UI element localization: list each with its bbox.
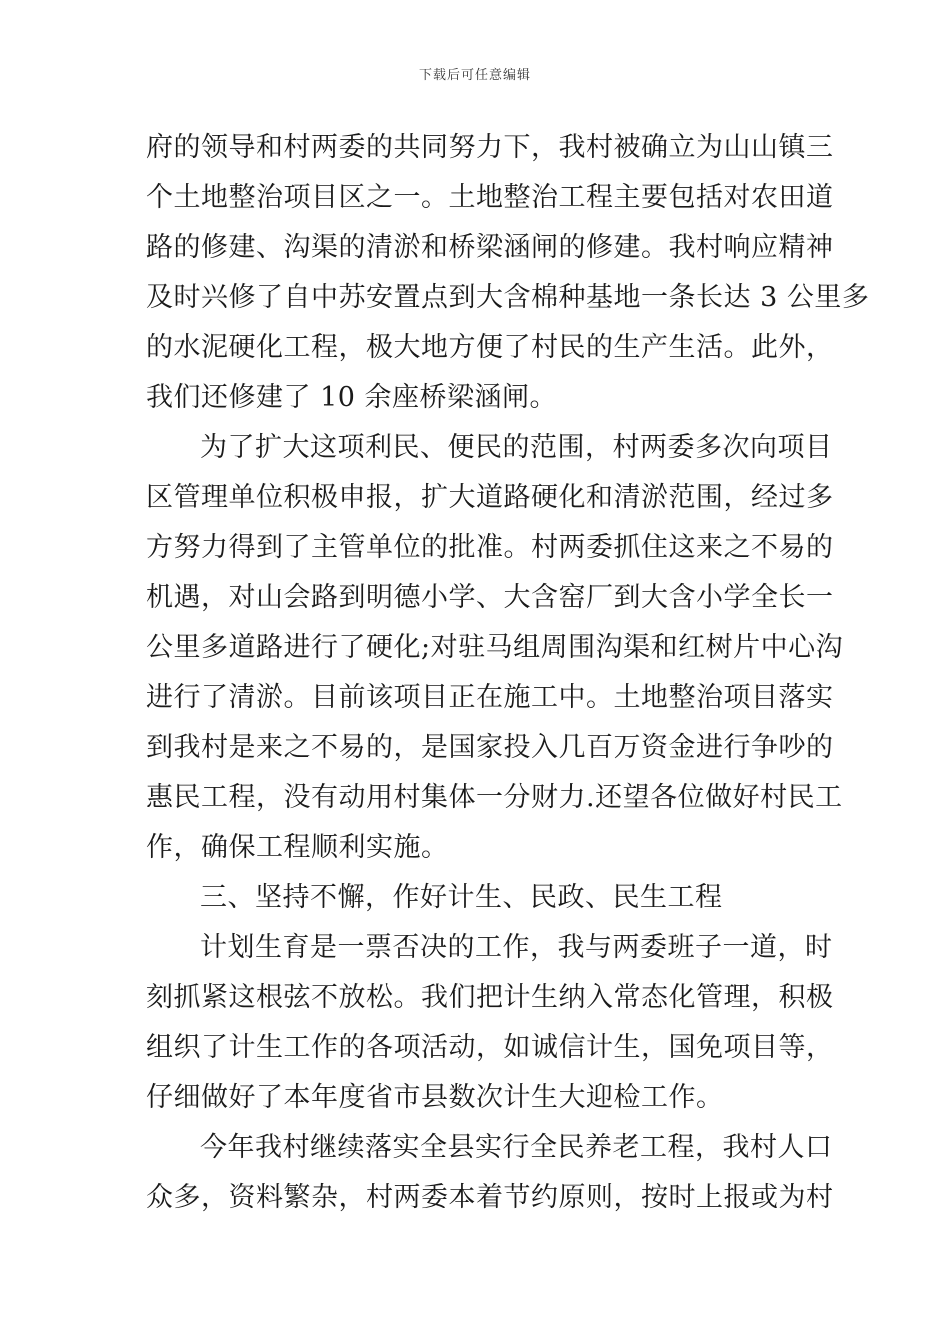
header-note: 下载后可任意编辑 [418,68,531,83]
text-line-7: 为了扩大这项利民、便民的范围，村两委多次向项目 [200,432,833,463]
text-line-21: 今年我村继续落实全县实行全民养老工程，我村人口 [200,1132,833,1163]
text-line-1: 府的领导和村两委的共同努力下，我村被确立为山山镇三 [146,132,834,163]
text-line-8: 区管理单位积极申报，扩大道路硬化和清淤范围，经过多 [146,482,834,513]
text-line-4: 及时兴修了自中苏安置点到大含棉种基地一条长达 3 公里多 [146,282,870,313]
text-line-14: 惠民工程，没有动用村集体一分财力.还望各位做好村民工 [146,782,843,813]
text-line-10: 机遇，对山会路到明德小学、大含窑厂到大含小学全长一 [146,582,834,613]
text-line-22: 众多，资料繁杂，村两委本着节约原则，按时上报或为村 [146,1182,834,1213]
text-line-9: 方努力得到了主管单位的批准。村两委抓住这来之不易的 [146,532,834,563]
text-line-17: 计划生育是一票否决的工作，我与两委班子一道，时 [200,932,833,963]
text-line-11: 公里多道路进行了硬化;对驻马组周围沟渠和红树片中心沟 [146,632,844,663]
text-line-12: 进行了清淤。目前该项目正在施工中。土地整治项目落实 [146,682,834,713]
text-line-5: 的水泥硬化工程，极大地方便了村民的生产生活。此外， [146,332,834,363]
section-heading: 三、坚持不懈，作好计生、民政、民生工程 [200,882,723,913]
text-line-19: 组织了计生工作的各项活动，如诚信计生，国免项目等， [146,1032,834,1063]
text-line-15: 作，确保工程顺利实施。 [146,832,449,863]
text-line-2: 个土地整治项目区之一。土地整治工程主要包括对农田道 [146,182,834,213]
text-line-13: 到我村是来之不易的，是国家投入几百万资金进行争吵的 [146,732,834,763]
text-line-18: 刻抓紧这根弦不放松。我们把计生纳入常态化管理，积极 [146,982,834,1013]
text-line-6: 我们还修建了 10 余座桥梁涵闸。 [146,382,558,413]
text-line-20: 仔细做好了本年度省市县数次计生大迎检工作。 [146,1082,724,1113]
text-line-3: 路的修建、沟渠的清淤和桥梁涵闸的修建。我村响应精神 [146,232,834,263]
